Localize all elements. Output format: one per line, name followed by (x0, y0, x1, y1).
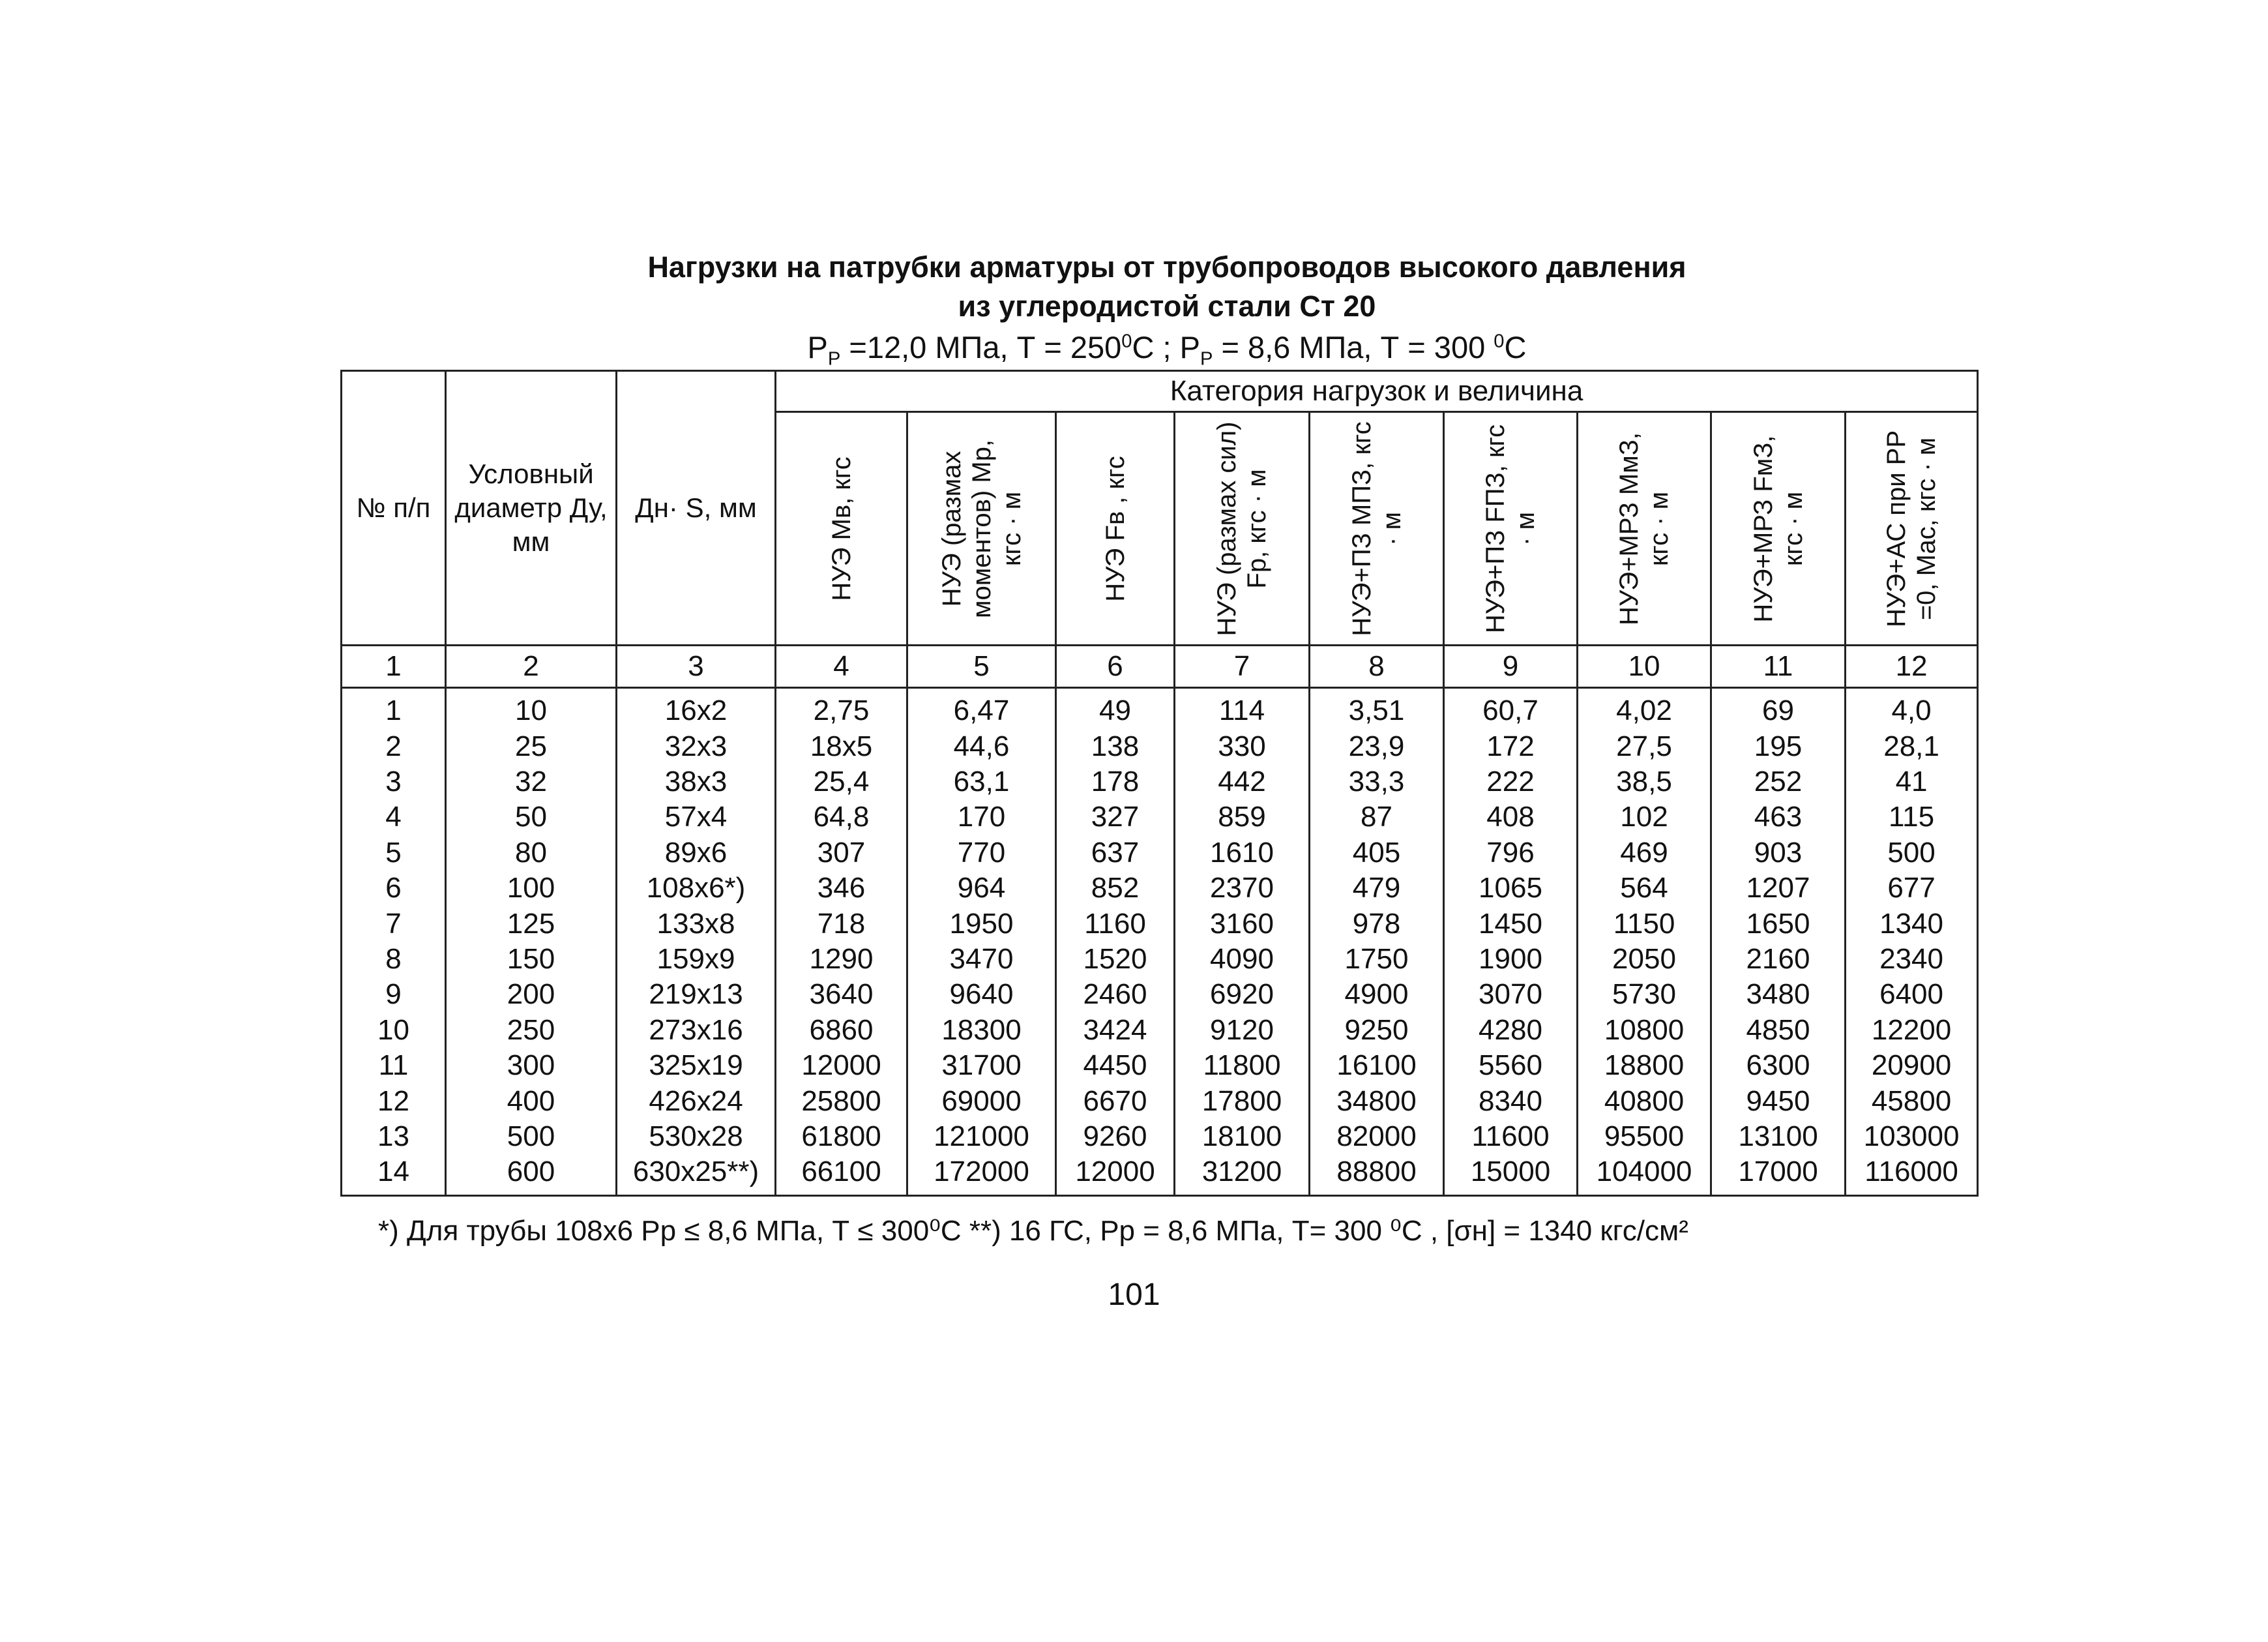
table-cell: 1450 (1479, 907, 1542, 940)
table-cell: 500 (1887, 836, 1936, 869)
table-cell: 23,9 (1348, 730, 1405, 762)
table-cell: 1 (385, 694, 402, 727)
table-cell: 3470 (949, 943, 1014, 975)
table-cell: 12000 (801, 1049, 881, 1082)
pressure-subscript-2: P (1200, 348, 1213, 370)
temp-unit-1: С ; (1132, 330, 1180, 365)
data-column-8 (1310, 688, 1444, 1196)
table-cell: 9260 (1083, 1120, 1147, 1152)
table-cell: 4,02 (1616, 694, 1672, 727)
table-cell: 4,0 (1891, 694, 1932, 727)
table-cell: 1900 (1479, 943, 1542, 975)
table-cell: 1160 (1084, 907, 1146, 940)
table-cell: 964 (957, 872, 1006, 904)
table-cell: 116000 (1864, 1156, 1958, 1188)
table-cell: 61800 (801, 1120, 881, 1152)
table-cell: 2340 (1879, 943, 1943, 975)
table-cell: 69 (1762, 694, 1794, 727)
table-cell: 6300 (1746, 1049, 1810, 1082)
table-cell: 903 (1754, 836, 1803, 869)
table-cell: 408 (1486, 801, 1535, 833)
pressure-value-1: =12,0 МПа, Т = 250 (840, 330, 1122, 365)
table-cell: 250 (507, 1013, 555, 1046)
data-column-5 (907, 688, 1056, 1196)
table-cell: 38,5 (1616, 766, 1672, 798)
table-cell: 49 (1099, 694, 1131, 727)
table-cell: 9450 (1746, 1084, 1810, 1117)
table-cell: 57x4 (664, 801, 728, 833)
table-cell: 12 (377, 1084, 409, 1117)
header-col-5: НУЭ (размах моментов) Мр, кгс · м (907, 412, 1056, 646)
table-cell: 41 (1895, 766, 1928, 798)
table-cell: 114 (1218, 694, 1265, 727)
table-cell: 718 (817, 907, 866, 940)
table-cell: 50 (515, 801, 547, 833)
table-cell: 2160 (1746, 943, 1810, 975)
table-cell: 25800 (801, 1084, 881, 1117)
table-cell: 108x6*) (646, 872, 746, 904)
table-cell: 102 (1620, 801, 1668, 833)
header-load-category: Категория нагрузок и величина (776, 371, 1978, 412)
table-cell: 442 (1218, 766, 1266, 798)
table-cell: 16x2 (664, 694, 728, 727)
table-cell: 1950 (949, 907, 1014, 940)
table-cell: 330 (1218, 730, 1266, 762)
table-cell: 8340 (1479, 1084, 1542, 1117)
table-cell: 28,1 (1883, 730, 1939, 762)
table-cell: 25 (515, 730, 547, 762)
table-cell: 677 (1887, 872, 1936, 904)
table-cell: 13 (377, 1120, 409, 1152)
table-cell: 17000 (1738, 1156, 1818, 1188)
table-cell: 9640 (949, 978, 1014, 1011)
table-cell: 66100 (801, 1156, 881, 1188)
header-col-7: НУЭ (размах сил) Fр, кгс · м (1175, 412, 1310, 646)
table-cell: 115 (1888, 801, 1935, 833)
table-cell: 6670 (1083, 1084, 1147, 1117)
column-number: 2 (446, 646, 617, 688)
data-column-10 (1578, 688, 1711, 1196)
table-cell: 38x3 (664, 766, 728, 798)
table-cell: 7 (385, 907, 402, 940)
table-cell: 6 (385, 872, 402, 904)
table-cell: 27,5 (1616, 730, 1672, 762)
table-cell: 6860 (809, 1013, 874, 1046)
column-number: 5 (907, 646, 1056, 688)
table-cell: 172 (1486, 730, 1535, 762)
table-cell: 10 (515, 694, 547, 727)
table-cell: 82000 (1336, 1120, 1417, 1152)
table-cell: 32 (515, 766, 547, 798)
table-cell: 6920 (1210, 978, 1274, 1011)
table-cell: 44,6 (953, 730, 1010, 762)
table-cell: 5730 (1612, 978, 1676, 1011)
footnote: *) Для трубы 108х6 Рр ≤ 8,6 МПа, Т ≤ 300⁰С **) 16 ГС, Рр = 8,6 МПа, Т= 300 ⁰С , [σн] = 1340 кгс/см² (378, 1215, 1688, 1247)
table-cell: 3070 (1479, 978, 1542, 1011)
table-cell: 637 (1091, 836, 1140, 869)
data-column-2 (446, 688, 617, 1196)
table-cell: 1150 (1613, 907, 1675, 940)
table-cell: 307 (817, 836, 866, 869)
header-col-12: НУЭ+АС при РР =0, Мас, кгс · м (1846, 412, 1978, 646)
table-cell: 104000 (1596, 1156, 1692, 1188)
table-cell: 5 (385, 836, 402, 869)
table-cell: 133x8 (656, 907, 735, 940)
table-cell: 89x6 (664, 836, 728, 869)
table-cell: 4900 (1344, 978, 1409, 1011)
table-cell: 11 (378, 1049, 409, 1082)
table-cell: 125 (507, 907, 555, 940)
table-cell: 978 (1352, 907, 1401, 940)
table-cell: 2 (385, 730, 402, 762)
data-column-1 (342, 688, 446, 1196)
table-cell: 564 (1620, 872, 1668, 904)
table-cell: 4 (385, 801, 402, 833)
table-cell: 222 (1486, 766, 1535, 798)
table-cell: 3640 (809, 978, 874, 1011)
table-cell: 3424 (1083, 1013, 1147, 1046)
table-cell: 770 (957, 836, 1006, 869)
table-cell: 219x13 (649, 978, 743, 1011)
header-outer-diameter-wall: Дн· S, мм (617, 371, 776, 646)
loads-table (340, 370, 1979, 1197)
table-cell: 325x19 (649, 1049, 743, 1082)
table-cell: 10 (377, 1013, 409, 1046)
column-number: 4 (776, 646, 907, 688)
header-col-6: НУЭ Fв , кгс (1056, 412, 1175, 646)
table-cell: 12200 (1871, 1013, 1952, 1046)
data-column-4 (776, 688, 907, 1196)
table-cell: 327 (1091, 801, 1140, 833)
pressure-subscript-1: P (827, 348, 841, 370)
data-column-12 (1846, 688, 1978, 1196)
data-column-6 (1056, 688, 1175, 1196)
table-cell: 16100 (1336, 1049, 1417, 1082)
column-number: 11 (1711, 646, 1846, 688)
table-cell: 463 (1754, 801, 1803, 833)
table-cell: 31200 (1201, 1156, 1282, 1188)
column-number: 6 (1056, 646, 1175, 688)
table-cell: 11800 (1203, 1049, 1281, 1082)
table-cell: 1290 (809, 943, 874, 975)
table-cell: 138 (1091, 730, 1140, 762)
table-cell: 346 (817, 872, 866, 904)
header-nominal-diameter: Условный диаметр Ду, мм (446, 371, 617, 646)
column-number: 12 (1846, 646, 1978, 688)
pressure-symbol-2: P (1179, 330, 1200, 365)
table-cell: 859 (1218, 801, 1266, 833)
table-cell: 64,8 (813, 801, 870, 833)
table-cell: 88800 (1336, 1156, 1417, 1188)
data-body-row (342, 688, 1978, 1196)
header-col-8: НУЭ+ПЗ МПЗ, кгс · м (1310, 412, 1444, 646)
table-cell: 40800 (1604, 1084, 1685, 1117)
column-number: 3 (617, 646, 776, 688)
table-cell: 63,1 (953, 766, 1010, 798)
table-cell: 100 (507, 872, 555, 904)
table-cell: 10800 (1604, 1013, 1685, 1046)
table-cell: 1340 (1879, 907, 1943, 940)
column-number-row (342, 646, 1978, 688)
column-number: 1 (342, 646, 446, 688)
table-cell: 530x28 (649, 1120, 743, 1152)
column-number: 8 (1310, 646, 1444, 688)
column-number: 10 (1578, 646, 1711, 688)
header-col-10: НУЭ+МРЗ МмЗ, кгс · м (1578, 412, 1711, 646)
table-cell: 3480 (1746, 978, 1810, 1011)
column-number: 9 (1444, 646, 1578, 688)
table-cell: 20900 (1871, 1049, 1952, 1082)
table-cell: 159x9 (656, 943, 735, 975)
table-cell: 18800 (1604, 1049, 1685, 1082)
table-cell: 33,3 (1348, 766, 1405, 798)
table-cell: 25,4 (813, 766, 870, 798)
table-cell: 170 (957, 801, 1006, 833)
data-column-7 (1175, 688, 1310, 1196)
table-cell: 15000 (1470, 1156, 1551, 1188)
table-cell: 796 (1486, 836, 1535, 869)
table-cell: 405 (1352, 836, 1401, 869)
table-cell: 178 (1091, 766, 1140, 798)
table-cell: 31700 (941, 1049, 1022, 1082)
table-cell: 69000 (941, 1084, 1022, 1117)
table-cell: 1610 (1210, 836, 1274, 869)
table-cell: 13100 (1738, 1120, 1818, 1152)
table-cell: 172000 (934, 1156, 1029, 1188)
degree-sup-1: 0 (1121, 331, 1132, 352)
header-col-11: НУЭ+МРЗ FмЗ, кгс · м (1711, 412, 1846, 646)
table-cell: 4850 (1746, 1013, 1810, 1046)
table-cell: 1207 (1746, 872, 1810, 904)
pressure-value-2: = 8,6 МПа, Т = 300 (1213, 330, 1494, 365)
table-cell: 2,75 (813, 694, 870, 727)
table-cell: 1520 (1083, 943, 1147, 975)
table-cell: 479 (1352, 872, 1401, 904)
table-cell: 2050 (1612, 943, 1676, 975)
page-number: 101 (1108, 1277, 1160, 1312)
table-cell: 252 (1754, 766, 1803, 798)
table-title-line2: из углеродистой стали Ст 20 (958, 290, 1376, 323)
table-cell: 18x5 (810, 730, 873, 762)
table-cell: 3160 (1210, 907, 1274, 940)
table-cell: 500 (507, 1120, 555, 1152)
table-cell: 200 (507, 978, 555, 1011)
header-row-number: № п/п (342, 371, 446, 646)
table-cell: 8 (385, 943, 402, 975)
operating-conditions (339, 329, 1995, 370)
table-cell: 32x3 (664, 730, 728, 762)
table-cell: 103000 (1863, 1120, 1960, 1152)
column-number: 7 (1175, 646, 1310, 688)
table-cell: 3,51 (1348, 694, 1405, 727)
table-cell: 630x25**) (632, 1156, 759, 1188)
header-col-4: НУЭ Мв, кгс (776, 412, 907, 646)
table-cell: 95500 (1604, 1120, 1685, 1152)
table-cell: 2370 (1210, 872, 1274, 904)
table-cell: 121000 (934, 1120, 1029, 1152)
table-cell: 18100 (1201, 1120, 1282, 1152)
table-cell: 469 (1620, 836, 1668, 869)
table-cell: 426x24 (649, 1084, 743, 1117)
table-cell: 852 (1091, 872, 1140, 904)
table-cell: 195 (1754, 730, 1803, 762)
table-cell: 1065 (1479, 872, 1542, 904)
table-cell: 6400 (1879, 978, 1943, 1011)
data-column-11 (1711, 688, 1846, 1196)
table-cell: 34800 (1336, 1084, 1417, 1117)
table-cell: 80 (515, 836, 547, 869)
table-cell: 273x16 (649, 1013, 743, 1046)
table-cell: 17800 (1201, 1084, 1282, 1117)
table-title-line1: Нагрузки на патрубки арматуры от трубопроводов высокого давления (647, 250, 1686, 284)
table-cell: 6,47 (953, 694, 1010, 727)
table-cell: 87 (1361, 801, 1392, 833)
table-cell: 9120 (1210, 1013, 1274, 1046)
table-cell: 18300 (941, 1013, 1022, 1046)
table-cell: 5560 (1479, 1049, 1542, 1082)
table-cell: 1650 (1746, 907, 1810, 940)
header-col-9: НУЭ+ПЗ FПЗ, кгс · м (1444, 412, 1578, 646)
table-cell: 9250 (1344, 1013, 1409, 1046)
table-cell: 11600 (1471, 1120, 1550, 1152)
table-cell: 45800 (1871, 1084, 1952, 1117)
table-cell: 2460 (1083, 978, 1147, 1011)
data-column-9 (1444, 688, 1578, 1196)
table-cell: 1750 (1344, 943, 1409, 975)
table-cell: 400 (507, 1084, 555, 1117)
table-cell: 14 (377, 1156, 409, 1188)
table-cell: 12000 (1075, 1156, 1155, 1188)
temp-unit-2: С (1504, 330, 1527, 365)
table-cell: 4280 (1479, 1013, 1542, 1046)
table-cell: 4090 (1210, 943, 1274, 975)
pressure-symbol-1: P (807, 330, 828, 365)
table-cell: 4450 (1083, 1049, 1147, 1082)
table-cell: 60,7 (1482, 694, 1539, 727)
table-cell: 3 (385, 766, 402, 798)
data-column-3 (617, 688, 776, 1196)
table-cell: 9 (385, 978, 402, 1011)
table-cell: 600 (507, 1156, 555, 1188)
degree-sup-2: 0 (1494, 331, 1505, 352)
table-cell: 300 (507, 1049, 555, 1082)
table-cell: 150 (507, 943, 555, 975)
